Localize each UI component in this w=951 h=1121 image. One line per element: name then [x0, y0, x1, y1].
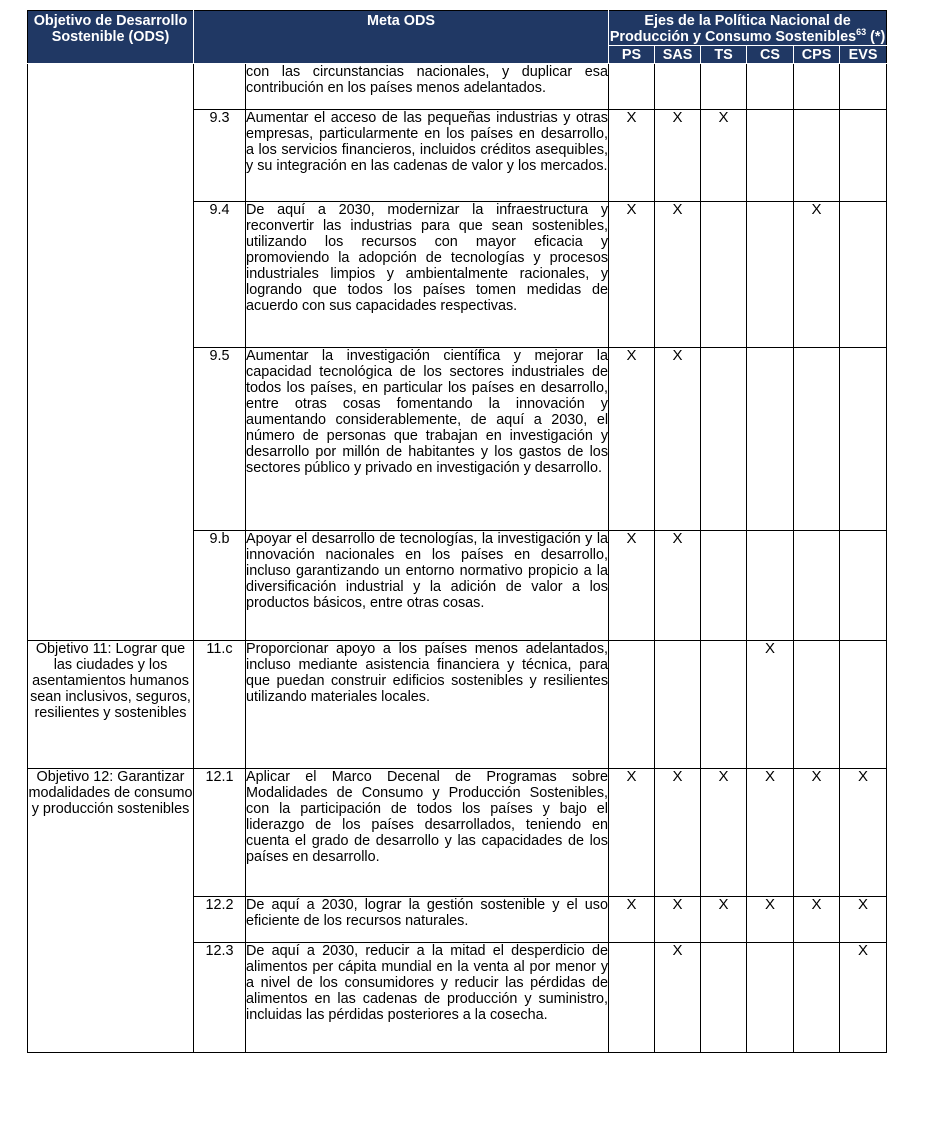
axis-mark-sas: X: [655, 348, 701, 531]
header-axis-cs: CS: [747, 46, 794, 64]
axis-mark-sas: X: [655, 769, 701, 897]
ods-alignment-table: [27, 10, 887, 1053]
axis-mark-ps: X: [609, 769, 655, 897]
target-number: 11.c: [194, 641, 246, 769]
axis-mark-cs: [747, 348, 794, 531]
axis-mark-cps: [794, 943, 840, 1053]
axis-mark-sas: [655, 641, 701, 769]
target-number: 12.3: [194, 943, 246, 1053]
axis-mark-cps: X: [794, 769, 840, 897]
objective-cell: Objetivo 12: Garantizar modalidades de consumo y producción sostenibles: [28, 769, 194, 1053]
axis-mark-evs: [840, 641, 887, 769]
header-axis-sas: SAS: [655, 46, 701, 64]
target-text: De aquí a 2030, reducir a la mitad el desperdicio de alimentos per cápita mundial en la venta al por menor y a nivel de los consumidores y reducir las pérdidas de alimentos en las cadenas de producción y suministro, incluidas las pérdidas posteriores a la cosecha.: [246, 943, 609, 1053]
axis-mark-ts: [701, 64, 747, 110]
target-text: Proporcionar apoyo a los países menos adelantados, incluso mediante asistencia financiera y técnica, para que puedan construir edificios sostenibles y resilientes utilizando materiales locales.: [246, 641, 609, 769]
axis-mark-cs: [747, 202, 794, 348]
axis-mark-ps: X: [609, 110, 655, 202]
axis-mark-ts: [701, 531, 747, 641]
axis-mark-evs: [840, 64, 887, 110]
table-row: [28, 64, 887, 110]
axis-mark-ps: X: [609, 348, 655, 531]
header-axis-ps: PS: [609, 46, 655, 64]
axis-mark-cps: [794, 348, 840, 531]
target-number: 9.b: [194, 531, 246, 641]
target-text: Aplicar el Marco Decenal de Programas sobre Modalidades de Consumo y Producción Sostenibles, con la participación de todos los países y bajo el liderazgo de los países desarrollados, teniendo en cuenta el grado de desarrollo y las capacidades de los países en desarrollo.: [246, 769, 609, 897]
axis-mark-ps: [609, 64, 655, 110]
target-number: 12.1: [194, 769, 246, 897]
header-axis-evs: EVS: [840, 46, 887, 64]
axis-mark-evs: X: [840, 897, 887, 943]
header-axes-title: Ejes de la Política Nacional de Producción y Consumo Sostenibles: [609, 13, 857, 45]
header-meta: Meta ODS: [194, 11, 609, 64]
axis-mark-ts: [701, 641, 747, 769]
axis-mark-evs: [840, 110, 887, 202]
axis-mark-ts: X: [701, 769, 747, 897]
axis-mark-ps: X: [609, 531, 655, 641]
axis-mark-ps: X: [609, 202, 655, 348]
target-number: [194, 64, 246, 110]
axis-mark-cs: X: [747, 897, 794, 943]
axis-mark-cs: [747, 943, 794, 1053]
axis-mark-ts: [701, 202, 747, 348]
target-text: Apoyar el desarrollo de tecnologías, la investigación y la innovación nacionales en los países en desarrollo, incluso garantizando un entorno normativo propicio a la diversificación industrial y la adición de valor a los productos básicos, entre otras cosas.: [246, 531, 609, 641]
axis-mark-evs: [840, 348, 887, 531]
axis-mark-sas: X: [655, 897, 701, 943]
axis-mark-cs: [747, 531, 794, 641]
axis-mark-evs: X: [840, 769, 887, 897]
axis-mark-sas: X: [655, 110, 701, 202]
axis-mark-sas: X: [655, 531, 701, 641]
axis-mark-evs: [840, 531, 887, 641]
header-objective: Objetivo de Desarrollo Sostenible (ODS): [28, 11, 194, 64]
target-number: 12.2: [194, 897, 246, 943]
axis-mark-sas: [655, 64, 701, 110]
table-row: [28, 641, 887, 769]
objective-cell: Objetivo 11: Lograr que las ciudades y los asentamientos humanos sean inclusivos, seguros, resilientes y sostenibles: [28, 641, 194, 769]
axis-mark-ts: [701, 348, 747, 531]
header-axes-suffix: (*): [866, 29, 886, 45]
axis-mark-cps: [794, 64, 840, 110]
header-axis-cps: CPS: [794, 46, 840, 64]
table-header: [28, 11, 887, 64]
axis-mark-evs: [840, 202, 887, 348]
header-axis-ts: TS: [701, 46, 747, 64]
target-number: 9.5: [194, 348, 246, 531]
axis-mark-sas: X: [655, 943, 701, 1053]
axis-mark-cps: X: [794, 202, 840, 348]
target-number: 9.3: [194, 110, 246, 202]
axis-mark-cs: X: [747, 641, 794, 769]
target-text: con las circunstancias nacionales, y duplicar esa contribución en los países menos adelantados.: [246, 64, 609, 110]
axis-mark-ps: [609, 943, 655, 1053]
table-body: [28, 64, 887, 1053]
axis-mark-cs: [747, 64, 794, 110]
header-axes-footnote: 63: [856, 27, 867, 38]
table-row: [28, 769, 887, 897]
axis-mark-evs: X: [840, 943, 887, 1053]
axis-mark-cps: [794, 531, 840, 641]
objective-cell: [28, 64, 194, 641]
axis-mark-cps: X: [794, 897, 840, 943]
axis-mark-cps: [794, 110, 840, 202]
target-number: 9.4: [194, 202, 246, 348]
target-text: De aquí a 2030, modernizar la infraestructura y reconvertir las industrias para que sean sostenibles, utilizando los recursos con mayor eficacia y promoviendo la adopción de tecnologías y procesos industriales limpios y ambientalmente racionales, y logrando que todos los países tomen medidas de acuerdo con sus capacidades respectivas.: [246, 202, 609, 348]
target-text: Aumentar la investigación científica y mejorar la capacidad tecnológica de los sectores industriales de todos los países, en particular los países en desarrollo, entre otras cosas fomentando la innovación y aumentando considerablemente, de aquí a 2030, el número de personas que trabajan en investigación y desarrollo por millón de habitantes y los gastos de los sectores público y privado en investigación y desarrollo.: [246, 348, 609, 531]
axis-mark-cps: [794, 641, 840, 769]
axis-mark-ps: [609, 641, 655, 769]
axis-mark-ps: X: [609, 897, 655, 943]
axis-mark-sas: X: [655, 202, 701, 348]
target-text: Aumentar el acceso de las pequeñas industrias y otras empresas, particularmente en los países en desarrollo, a los servicios financieros, incluidos créditos asequibles, y su integración en las cadenas de valor y los mercados.: [246, 110, 609, 202]
axis-mark-cs: [747, 110, 794, 202]
header-axes-group: [609, 11, 887, 46]
axis-mark-ts: X: [701, 110, 747, 202]
axis-mark-ts: [701, 943, 747, 1053]
target-text: De aquí a 2030, lograr la gestión sostenible y el uso eficiente de los recursos naturales.: [246, 897, 609, 943]
axis-mark-ts: X: [701, 897, 747, 943]
axis-mark-cs: X: [747, 769, 794, 897]
